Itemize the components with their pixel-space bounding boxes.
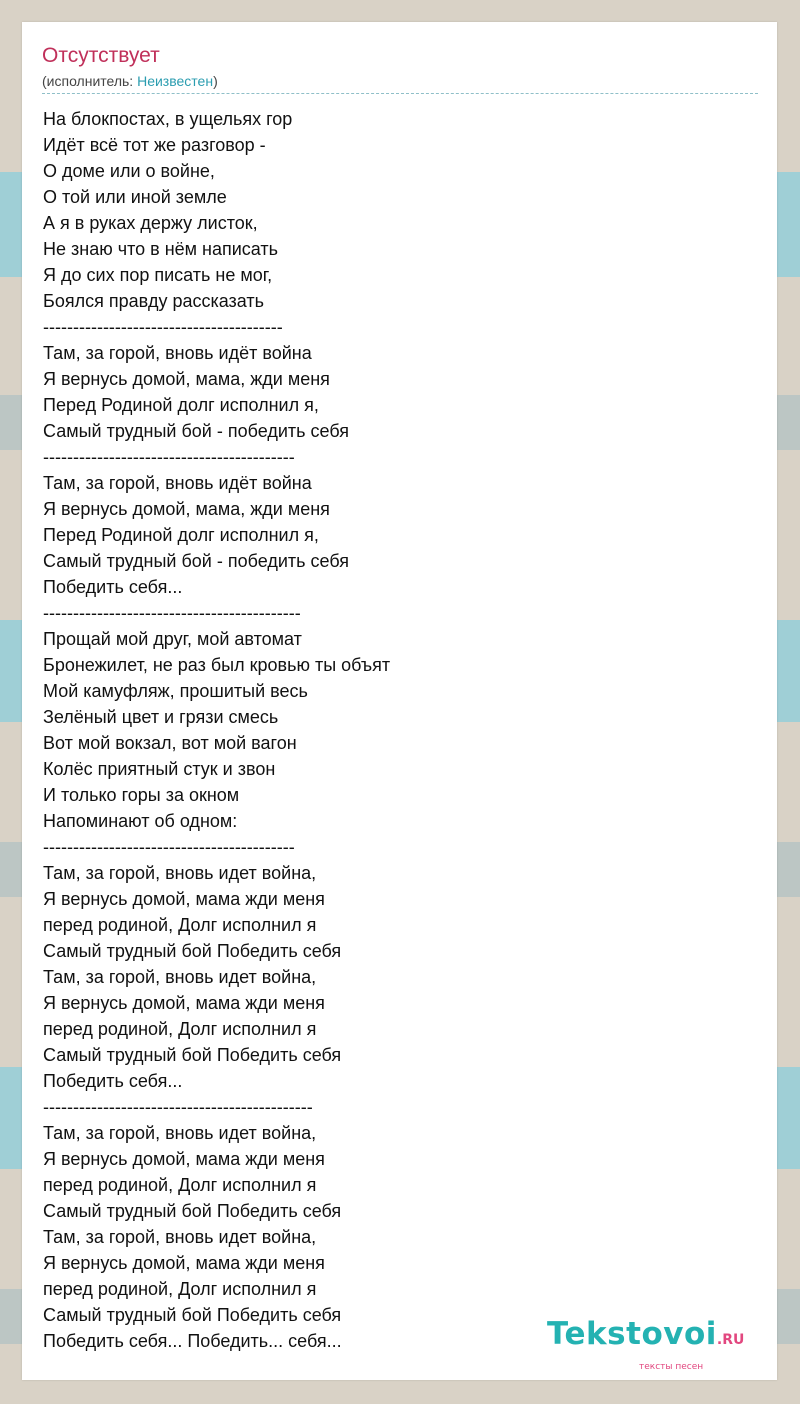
- lyric-line: Я вернусь домой, мама, жди меня: [43, 369, 330, 389]
- lyric-line: Я вернусь домой, мама, жди меня: [43, 499, 330, 519]
- lyric-line: О той или иной земле: [43, 187, 227, 207]
- lyric-line: Бронежилет, не раз был кровью ты объят: [43, 655, 391, 675]
- lyric-line: Напоминают об одном:: [43, 811, 238, 831]
- artist-line: [42, 73, 218, 89]
- lyric-line: Боялся правду рассказать: [43, 291, 265, 311]
- lyric-separator: ------------------------------------------: [43, 837, 295, 857]
- lyric-line: Самый трудный бой Победить себя: [43, 1045, 342, 1065]
- lyric-line: Там, за горой, вновь идет война,: [43, 863, 317, 883]
- lyric-line: перед родиной, Долг исполнил я: [43, 1279, 317, 1299]
- lyric-line: Там, за горой, вновь идёт война: [43, 343, 312, 363]
- lyric-line: Я вернусь домой, мама жди меня: [43, 1253, 325, 1273]
- header-divider: [42, 93, 758, 94]
- lyric-line: Мой камуфляж, прошитый весь: [43, 681, 308, 701]
- lyric-line: О доме или о войне,: [43, 161, 215, 181]
- lyric-line: Самый трудный бой Победить себя: [43, 1201, 342, 1221]
- lyric-line: Победить себя... Победить... себя...: [43, 1331, 342, 1351]
- lyric-line: перед родиной, Долг исполнил я: [43, 1175, 317, 1195]
- lyric-line: перед родиной, Долг исполнил я: [43, 1019, 317, 1039]
- artist-suffix: ): [213, 73, 218, 89]
- lyric-line: Там, за горой, вновь идёт война: [43, 473, 312, 493]
- artist-prefix: (исполнитель:: [42, 73, 138, 89]
- lyric-line: На блокпостах, в ущельях гор: [43, 109, 293, 129]
- lyric-line: Прощай мой друг, мой автомат: [43, 629, 302, 649]
- logo-domain-suffix: .RU: [716, 1332, 745, 1348]
- lyric-line: Перед Родиной долг исполнил я,: [43, 525, 319, 545]
- lyric-line: Там, за горой, вновь идет война,: [43, 967, 317, 987]
- lyric-line: Перед Родиной долг исполнил я,: [43, 395, 319, 415]
- lyrics-text: [43, 106, 763, 1354]
- lyric-line: Колёс приятный стук и звон: [43, 759, 276, 779]
- lyric-line: Самый трудный бой - победить себя: [43, 421, 349, 441]
- lyric-line: Победить себя...: [43, 1071, 183, 1091]
- lyric-line: Самый трудный бой Победить себя: [43, 1305, 342, 1325]
- lyric-separator: ---------------------------------------------: [43, 1097, 313, 1117]
- lyric-line: Вот мой вокзал, вот мой вагон: [43, 733, 297, 753]
- lyric-line: Я вернусь домой, мама жди меня: [43, 889, 325, 909]
- lyric-line: Победить себя...: [43, 577, 183, 597]
- lyric-line: Зелёный цвет и грязи смесь: [43, 707, 279, 727]
- lyric-separator: ------------------------------------------: [43, 447, 295, 467]
- lyric-line: перед родиной, Долг исполнил я: [43, 915, 317, 935]
- lyrics-card: [22, 22, 777, 1380]
- logo-main-text: Tekstovoi: [547, 1316, 717, 1352]
- lyric-separator: -------------------------------------------: [43, 603, 301, 623]
- lyric-line: Я вернусь домой, мама жди меня: [43, 993, 325, 1013]
- lyric-line: И только горы за окном: [43, 785, 240, 805]
- artist-link[interactable]: Неизвестен: [137, 73, 214, 89]
- lyric-line: Самый трудный бой Победить себя: [43, 941, 342, 961]
- lyric-line: А я в руках держу листок,: [43, 213, 258, 233]
- lyric-line: Там, за горой, вновь идет война,: [43, 1227, 317, 1247]
- logo-tagline: тексты песен: [639, 1362, 704, 1372]
- song-title: Отсутствует: [42, 44, 160, 67]
- lyric-separator: ----------------------------------------: [43, 317, 283, 337]
- lyric-line: Не знаю что в нём написать: [43, 239, 279, 259]
- lyric-line: Я до сих пор писать не мог,: [43, 265, 273, 285]
- lyric-line: Идёт всё тот же разговор -: [43, 135, 266, 155]
- site-logo[interactable]: [547, 1316, 744, 1352]
- lyric-line: Самый трудный бой - победить себя: [43, 551, 349, 571]
- lyric-line: Там, за горой, вновь идет война,: [43, 1123, 317, 1143]
- lyric-line: Я вернусь домой, мама жди меня: [43, 1149, 325, 1169]
